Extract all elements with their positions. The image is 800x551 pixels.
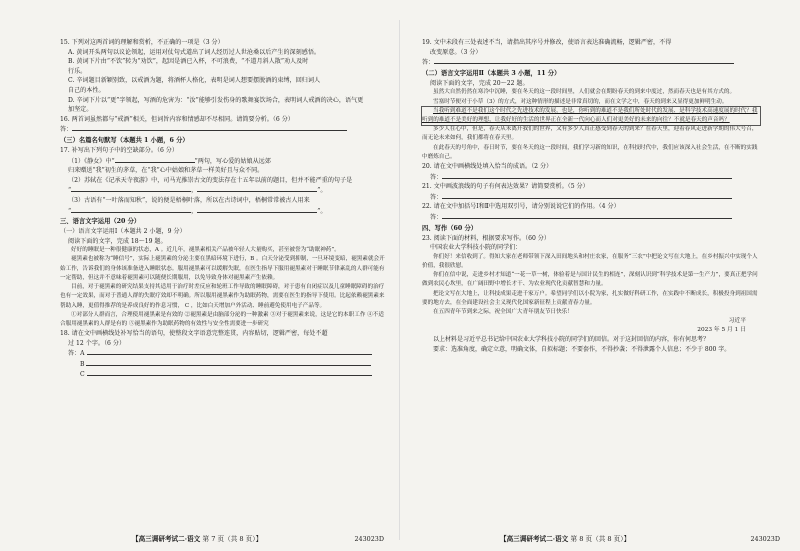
section-mingju: （三）名篇名句默写（本题共 1 小题，6 分） bbox=[60, 136, 189, 144]
answer-label: 答： bbox=[60, 126, 73, 134]
answer-label: 答： bbox=[430, 173, 443, 181]
passage1-para-1: 好好的睡眠是一种很健康的状态，A 。近几年，褪黑素相关产品被年轻人大量购买，甚至被誉为“助眠神药”。 bbox=[71, 247, 340, 254]
q17-item3-blanks bbox=[60, 206, 386, 217]
passage2-para-1: 虽然大自然仍然在寒冷中沉睡，要在冬天的这一段时间里，人们就会在期盼春天的到来中度过，然而春天也是有其方式的。 bbox=[433, 89, 736, 96]
q19-stem: 19. 文中未段有三处表述不当，请指出其序号并修改，使语言表达准确流畅，逻辑严密，不得 bbox=[422, 39, 672, 46]
q17-blank-3[interactable] bbox=[197, 185, 317, 192]
q15-option-a: A. 黄词开头两句以议论领起，运用对仗句式道出了词人经历过人世沧桑以后产生的深刻感悟。 bbox=[68, 48, 321, 56]
letter-para-1: 你们好！来信收到了。得知大家在老师带领下深入田间地头和村庄农家，在服务“三农”中把论文写在大地上，在乡村振兴中实现个人价值，我很欣慰。 bbox=[422, 253, 758, 269]
q15-stem: 15. 下列对这两首词的理解和赏析，不正确的一项是（3 分） bbox=[60, 39, 224, 46]
passage2-para-5: 在此春天的号角中，春日时节，要在冬天的这一段时间，我们学习新的知识，在科技时代中，我们应该深入社会生活，在不断的实践中磨炼自己。 bbox=[422, 144, 758, 160]
paper-code-right: 243023D bbox=[750, 535, 780, 543]
q17-blank-4[interactable] bbox=[71, 206, 191, 213]
answer-line bbox=[442, 192, 732, 199]
letter-para-2: 你们在信中说，走进乡村才知道“一花一草一树，体验着是与国计民生的相连”，深刻认识到“科学技术是第一生产力”，要真正把学问做到农民心坎里，在广阔田野中增长才干、为农业现代化贡献智慧和力量。 bbox=[422, 272, 758, 288]
reading-instruction-1: 阅读下面的文字，完成 18～19 题。 bbox=[68, 237, 167, 245]
q18-answer-a[interactable] bbox=[60, 348, 386, 359]
q17-item1-cont: 归来赠送“我”初生的茅草，在“我”心中姑娘和茅草一样美好且与众不同。 bbox=[68, 167, 264, 175]
q15-option-b: B. 黄词下片由“不饮”转为“劝饮”，起因是酒已入杯，不可浪费，“不道月斜人散”劝人及时 bbox=[68, 58, 309, 66]
q17-item3: （3）古语有“一叶落而知秋”，说的便是梧桐叶落，所以在古诗词中，梧桐常常被古人用来 bbox=[68, 196, 310, 204]
answer-line bbox=[434, 57, 734, 64]
footer-page: 第 8 页（共 8 页）】 bbox=[570, 535, 631, 543]
q17-item2-d: ”。 bbox=[317, 187, 327, 195]
q18-stem-cont: 过 12 个字。（6 分） bbox=[68, 339, 126, 347]
paper-code-left: 243023D bbox=[354, 535, 384, 543]
answer-line bbox=[72, 124, 347, 131]
letter-signature: 习近平 bbox=[728, 318, 746, 325]
q15-option-d-cont: 加坚定。 bbox=[68, 106, 93, 114]
section-3a: （一）语言文字运用Ⅰ（本题共 2 小题，9 分） bbox=[60, 228, 186, 236]
footer-title: 【高三调研考试二·语文 bbox=[500, 535, 569, 543]
answer-label: C bbox=[80, 371, 85, 379]
answer-label: 答： bbox=[430, 213, 443, 221]
answer-label: B bbox=[80, 360, 85, 368]
letter-para-4: 在五四青年节到来之际，祝全国广大青年朋友节日快乐！ bbox=[433, 308, 573, 315]
q17-item1-a: （1）《静女》中“ bbox=[68, 157, 115, 165]
passage1-para-2: 褪黑素也被称为“睡信号”，实际上褪黑素的分泌主要在黑暗环境下进行，B 。白天分泌受到抑制，一旦环境变暗，褪黑素就会开始工作，告诉我们的身体该准备进入睡眠状态。服用褪黑素可以缓解失眠，在医生指导下服用褪黑素对于睡眠节律紊乱的人群可能有一定帮助，但这并不意味着褪黑素可以随便长期服用，以免导致身体对褪黑素产生依赖。 bbox=[60, 256, 385, 281]
reading-instruction-2: 阅读下面的文字，完成 20～22 题。 bbox=[430, 79, 529, 87]
footer-left bbox=[132, 533, 262, 543]
q21-answer[interactable] bbox=[422, 192, 760, 203]
q15-option-c: C. 辛词题目新颖别致，以戒酒为题，将酒杯人格化，表明是词人想要摆脱酒的束缚，回归词人 bbox=[68, 77, 321, 85]
q17-blank-2[interactable] bbox=[71, 185, 191, 192]
q17-item3-b: “ bbox=[68, 207, 72, 215]
right-page bbox=[400, 0, 800, 551]
q21-stem: 21. 文中画波浪线的句子有何表达效果？请简要赏析。（5 分） bbox=[422, 183, 589, 191]
answer-label: 答： bbox=[422, 59, 435, 67]
passage1-options: ①对部分人群而言，合理使用褪黑素是有效的 ②褪黑素是由脑部分泌的一种激素 ③对于褪黑素来说，这是它的本职工作 ④不适合服用褪黑素的人群是有的 ⑤褪黑素作为助眠药物的有效性与安全性需要进一步研究 bbox=[60, 311, 384, 327]
q20-stem: 20. 请在文中画横线处填入恰当的成语。（2 分） bbox=[422, 163, 553, 170]
q16-stem: 16. 两首词虽然都与“戒酒”相关，但词旨内容和情感却不尽相同。请简要分析。（6 分） bbox=[60, 115, 294, 123]
q17-item2-c: ， bbox=[191, 187, 198, 195]
q20-answer[interactable] bbox=[422, 172, 760, 183]
answer-label: 答：A bbox=[68, 350, 85, 358]
footer-page: 第 7 页（共 8 页）】 bbox=[202, 535, 263, 543]
footer-right bbox=[500, 533, 630, 543]
q22-answer[interactable] bbox=[422, 212, 760, 223]
q17-blank-1[interactable] bbox=[115, 156, 195, 163]
passage2-para-4: 多少人在心中，但是，春天从未离开我们的世界，又有多少人真正感受到春天的到来？在春天里，迎着春风走进新学期的伟大号召，而无论未来如何，我们都将在春天里。 bbox=[422, 126, 758, 142]
answer-line bbox=[87, 369, 372, 376]
passage1-para-3: 目前，对于褪黑素的研究结果支持其适用于治疗时差反应和轮班工作导致的睡眠障碍，对于患有自闭症以及儿童睡眠障碍的治疗也有一定效果，而对于普通人群的失眠疗效却不明确。所以服用褪黑素作为助眠药物，需要在医生的指导下使用。比起依赖褪黑素来帮助入睡，更值得推荐的是养成良好的作息习惯， C ，比如白天增加户外活动、睡前避免使用电子产品等。 bbox=[60, 284, 385, 309]
writing-requirements: 要求：选准角度，确定立意，明确文体，自拟标题；不要套作，不得抄袭；不得泄露个人信息；不少于 800 字。 bbox=[433, 345, 731, 353]
section-4: 四、写作（60 分） bbox=[422, 224, 478, 232]
letter-date: 2023 年 5 月 1 日 bbox=[697, 327, 746, 334]
q23-stem: 23. 阅读下面的材料，根据要求写作。（60 分） bbox=[422, 234, 550, 242]
q17-item2-b: “ bbox=[68, 187, 72, 195]
q18-answer-b[interactable] bbox=[60, 359, 386, 370]
q16-answer[interactable] bbox=[60, 124, 386, 135]
q17-item3-c: ， bbox=[191, 207, 198, 215]
q17-stem: 17. 补写出下列句子中的空缺部分。（6 分） bbox=[60, 146, 178, 154]
answer-line bbox=[86, 359, 371, 366]
q17-item3-d: ”。 bbox=[317, 207, 327, 215]
answer-line bbox=[442, 212, 732, 219]
q17-item1 bbox=[60, 156, 386, 167]
letter-greeting: 中国农业大学科技小院的同学们： bbox=[430, 244, 522, 252]
answer-label: 答： bbox=[430, 193, 443, 201]
answer-line bbox=[442, 172, 732, 179]
q22-stem: 22. 请在文中加括号Ⅰ和Ⅱ中选用双引号，请分别说说它们的作用。（4 分） bbox=[422, 203, 620, 211]
footer-title: 【高三调研考试二·语文 bbox=[132, 535, 201, 543]
letter-para-3: 把论文写在大地上，让科技成果走进千家万户。希望同学们以小院为家，扎实做好科研工作，在实践中不断成长，积极投身到祖国需要的地方去，在全面建设社会主义现代化国家新征程上贡献青春力量。 bbox=[422, 290, 758, 306]
q15-option-c-cont: 自己的本性。 bbox=[68, 86, 105, 94]
q17-item2-blanks bbox=[60, 185, 386, 196]
q19-answer[interactable] bbox=[422, 57, 760, 68]
q17-blank-5[interactable] bbox=[197, 206, 317, 213]
section-3: 三、语言文字运用（20 分） bbox=[60, 218, 141, 226]
q15-option-d: D. 辛词下片以“更”字领起，写酒的危害为：“汝”能够引发伤身的歌舞宴饮场合，表明词人戒酒的决心，语气更 bbox=[68, 96, 364, 104]
q17-item1-b: ”两句，写心爱的姑娘从远郊 bbox=[194, 157, 271, 165]
q15-option-b-cont: 行乐。 bbox=[68, 67, 87, 75]
writing-task: 以上材料是习近平总书记给中国农业大学科技小院的同学们的回信。对于这封回信的内容，你有何思考？ bbox=[433, 336, 710, 344]
q19-stem-cont: 改变原意。（3 分） bbox=[430, 48, 482, 56]
passage2-para-3: 当我听到难道不是我们这个时代之先进技术的发展，也是，你听到的难道不是我们所处时代的发展、是科学技术高速度展的时代？我听到的难道不是美好的理想，让我好好的生活的世界正在全新一代向心而人们对更美好的未来的向往？不就是春天的声音吗？ bbox=[422, 107, 760, 125]
section-3b: （二）语言文字运用Ⅱ（本题共 3 小题，11 分） bbox=[422, 69, 561, 77]
answer-line bbox=[87, 348, 372, 355]
q17-item2: （2）苏轼在《记承天寺夜游》中，司马光推崇古文的变法存在十五年以前的题目，但并不能严重的句子是 bbox=[68, 176, 353, 184]
q18-stem: 18. 请在文中画横线处补写恰当的语句，使整段文字语意完整连贯，内容贴切，逻辑严密，每处不超 bbox=[60, 330, 328, 338]
q18-answer-c[interactable] bbox=[60, 369, 386, 380]
passage2-para-2: 雪塞时节便对于小草（3）的方式，对这种情形的描述是非常真切的，而在文学之中，春天的到来又显得更加鲜明生动。 bbox=[433, 98, 728, 105]
